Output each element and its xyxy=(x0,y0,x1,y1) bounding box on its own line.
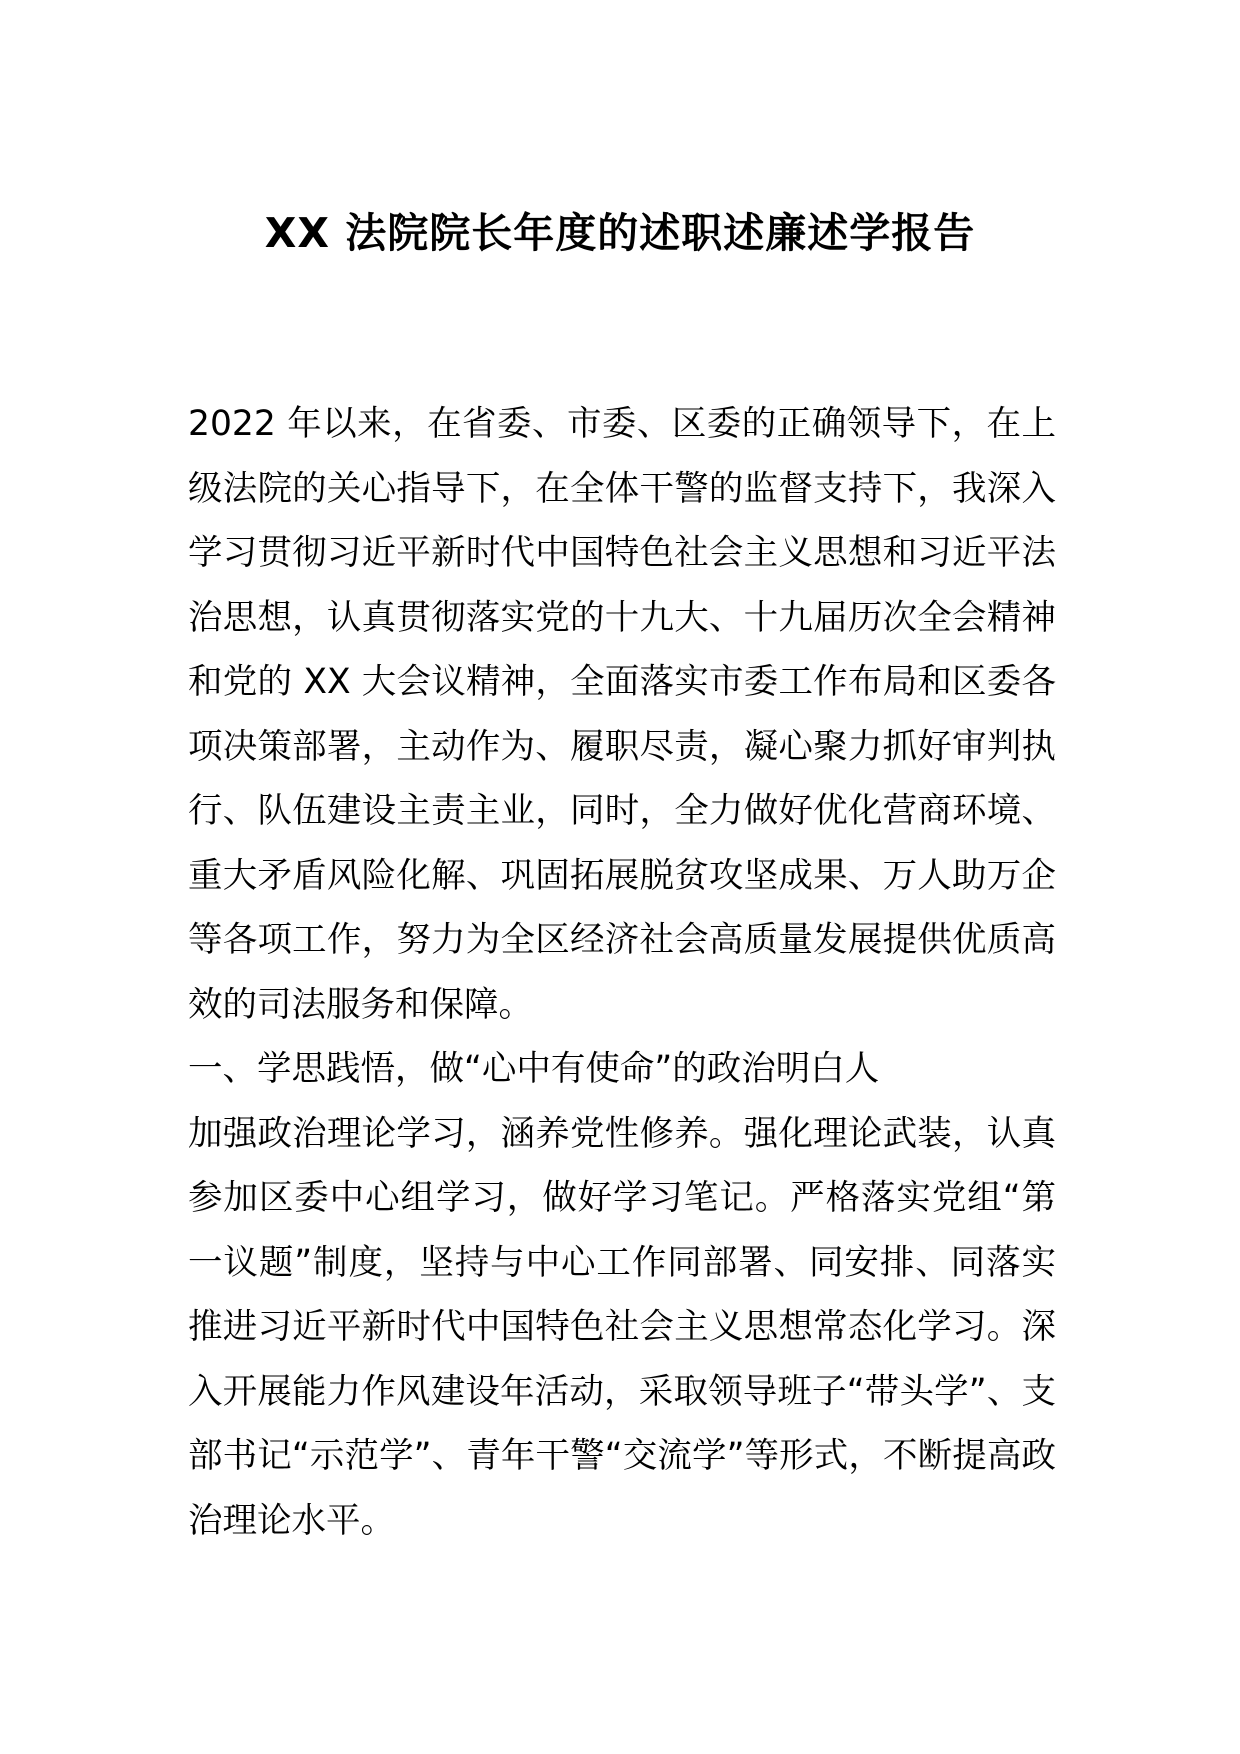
section-paragraph: 加强政治理论学习，涵养党性修养。强化理论武装，认真参加区委中心组学习，做好学习笔记。严格落实党组“第一议题”制度，坚持与中心工作同部署、同安排、同落实推进习近平新时代中国特色社会主义思想常态化学习。深入开展能力作风建设年活动，采取领导班子“带头学”、支部书记“示范学”、青年干警“交流学”等形式，不断提高政治理论水平。 xyxy=(188,1113,1056,1541)
section-heading: 一、学思践悟，做“心中有使命”的政治明白人 xyxy=(188,1049,880,1089)
document-body xyxy=(188,392,1056,1553)
document-title: XX 法院院长年度的述职述廉述学报告 xyxy=(264,209,976,257)
intro-paragraph: 2022 年以来，在省委、市委、区委的正确领导下，在上级法院的关心指导下，在全体干警的监督支持下，我深入学习贯彻习近平新时代中国特色社会主义思想和习近平法治思想，认真贯彻落实党的十九大、十九届历次全会精神和党的 XX 大会议精神，全面落实市委工作布局和区委各项决策部署，主动作为、履职尽责，凝心聚力抓好审判执行、队伍建设主责主业，同时，全力做好优化营商环境、重大矛盾风险化解、巩固拓展脱贫攻坚成果、万人助万企等各项工作，努力为全区经济社会高质量发展提供优质高效的司法服务和保障。 xyxy=(188,404,1056,1025)
